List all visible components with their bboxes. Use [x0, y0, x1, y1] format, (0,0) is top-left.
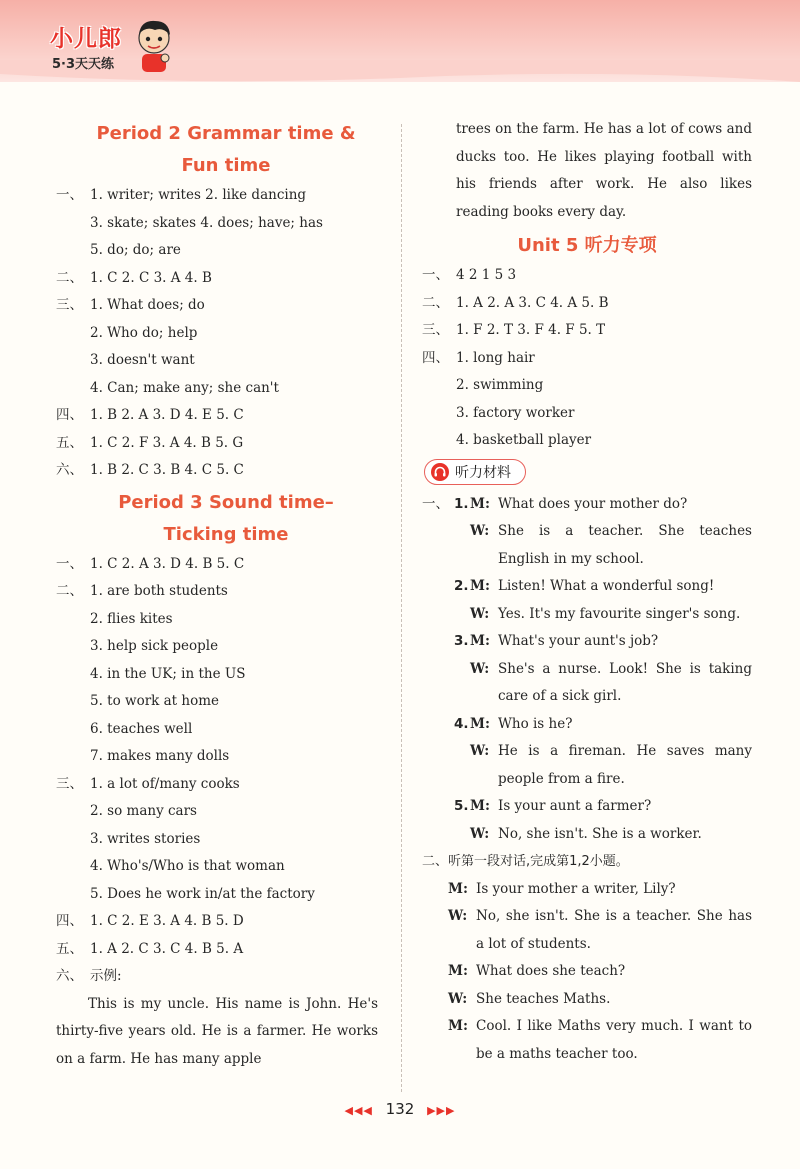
question-label: 三、: [56, 297, 83, 313]
dialog-text: What does your mother do?: [498, 495, 688, 512]
answer-text: 6. teaches well: [90, 720, 193, 737]
answer-line: [56, 457, 396, 485]
dialog-line: [422, 958, 752, 986]
unit5-answers: [422, 262, 752, 455]
answer-text: 3. writes stories: [90, 830, 201, 847]
dialog-line: [422, 876, 752, 904]
answer-text: 5. do; do; are: [90, 242, 181, 258]
answer-text: 2. flies kites: [90, 610, 173, 627]
answer-line: [422, 290, 752, 318]
question-label: 四、: [422, 349, 449, 366]
right-arrows-icon: ▶▶▶: [427, 1104, 456, 1117]
answer-text: 1. C 2. A 3. D 4. B 5. C: [90, 555, 245, 572]
speaker-label: M:: [470, 715, 490, 732]
dialog-line: [422, 656, 752, 711]
question-label: 一、: [56, 555, 83, 572]
dialog-text: Is your mother a writer, Lily?: [476, 880, 676, 897]
answer-line: [56, 826, 396, 854]
dialog-prefix: [422, 738, 470, 793]
right-column: [422, 118, 752, 1068]
listening-dialogs-part1: [422, 491, 752, 849]
answer-line: [56, 578, 396, 606]
question-label: 二、: [422, 294, 449, 311]
answer-line: [56, 661, 396, 689]
dialog-line: [422, 601, 752, 629]
dialog-line: [422, 903, 752, 958]
dialog-line: [422, 821, 752, 849]
speaker-label: W:: [470, 743, 490, 759]
answer-line: [56, 688, 396, 716]
answer-text: 1. B 2. C 3. B 4. C 5. C: [90, 462, 244, 478]
answer-text: 1. B 2. A 3. D 4. E 5. C: [90, 407, 244, 423]
answer-text: 3. doesn't want: [90, 352, 195, 368]
answer-line: [56, 798, 396, 826]
period2-title-line1: Period 2 Grammar time &: [96, 123, 356, 144]
speaker-label: M:: [448, 880, 468, 897]
speaker-label: M:: [448, 1018, 468, 1034]
left-arrows-icon: ◀◀◀: [344, 1104, 373, 1117]
question-label: 四、: [56, 407, 83, 423]
page-footer: [0, 1100, 800, 1118]
dialog-prefix: [422, 903, 448, 958]
part2-instruction: 二、听第一段对话,完成第1,2小题。: [422, 854, 629, 869]
answer-line: [56, 402, 396, 430]
answer-line: [56, 881, 396, 909]
period2-answers: [56, 182, 396, 485]
answer-line: [422, 372, 752, 400]
dialog-line: [422, 628, 752, 656]
speaker-label: W:: [470, 825, 490, 842]
answer-line: [56, 182, 396, 210]
speaker-label: M:: [470, 633, 490, 649]
dialog-text: Cool. I like Maths very much. I want to be a maths teacher too.: [476, 1018, 752, 1062]
dialog-prefix: 2.: [454, 578, 469, 594]
answer-line: [56, 375, 396, 403]
dialog-text: She teaches Maths.: [476, 990, 611, 1007]
dialog-line: [422, 518, 752, 573]
answer-text: 1. C 2. E 3. A 4. B 5. D: [90, 913, 244, 929]
dialog-text: Listen! What a wonderful song!: [498, 578, 715, 594]
question-label: 二、: [56, 583, 83, 599]
period3-title-line1: Period 3 Sound time–: [118, 491, 334, 513]
answer-text: 1. long hair: [456, 349, 535, 366]
answer-line: [422, 317, 752, 345]
speaker-label: W:: [448, 908, 468, 924]
question-label: 五、: [56, 434, 83, 451]
answer-line: [56, 936, 396, 964]
answer-text: 4. basketball player: [456, 432, 592, 448]
speaker-label: M:: [470, 798, 490, 814]
answer-text: 1. writer; writes 2. like dancing: [90, 187, 307, 203]
answer-line: [56, 716, 396, 744]
column-divider: [401, 124, 402, 1092]
speaker-label: W:: [470, 523, 490, 539]
dialog-text: What does she teach?: [476, 963, 626, 979]
answer-text: 5. Does he work in/at the factory: [90, 885, 315, 902]
answer-line: [422, 345, 752, 373]
answer-line: [56, 743, 396, 771]
answer-text: 2. Who do; help: [90, 324, 198, 341]
dialog-text: What's your aunt's job?: [498, 633, 659, 649]
dialog-text: No, she isn't. She is a worker.: [498, 825, 702, 842]
answer-text: 1. A 2. A 3. C 4. A 5. B: [456, 294, 609, 311]
listening-dialogs-part2: [422, 876, 752, 1069]
question-label: 六、: [56, 462, 83, 478]
answer-text: 1. What does; do: [90, 297, 205, 313]
dialog-prefix: [422, 986, 448, 1014]
answer-line: [56, 237, 396, 265]
answer-text: 1. C 2. F 3. A 4. B 5. G: [90, 434, 244, 451]
answer-text: 1. are both students: [90, 583, 228, 599]
answer-line: [56, 292, 396, 320]
listening-material-tag: [424, 459, 526, 485]
mascot-boy-icon: [133, 18, 175, 74]
banner-wave-decoration: [0, 60, 800, 100]
dialog-line: [422, 738, 752, 793]
answer-line: [56, 265, 396, 293]
question-label: 四、: [56, 913, 83, 929]
speaker-label: W:: [470, 605, 490, 622]
dialog-text: Who is he?: [498, 715, 573, 732]
answer-line: [56, 963, 396, 991]
answer-line: [56, 551, 396, 579]
brand-subtitle: 5·3天天练: [52, 57, 115, 72]
dialog-line: [422, 1013, 752, 1068]
answer-line: [422, 400, 752, 428]
dialog-prefix: [422, 518, 470, 573]
brand-logo: 小儿郎: [50, 26, 122, 52]
dialog-line: [422, 573, 752, 601]
dialog-prefix: [422, 1013, 448, 1068]
unit5-title: Unit 5 听力专项: [517, 235, 657, 256]
period3-answers: [56, 551, 396, 991]
answer-text: 4. in the UK; in the US: [90, 665, 246, 682]
question-label: 三、: [56, 775, 83, 792]
answer-line: [56, 347, 396, 375]
listening-material-label: 听力材料: [455, 464, 511, 481]
speaker-label: W:: [470, 660, 490, 677]
speaker-label: M:: [470, 495, 490, 512]
dialog-text: She is a teacher. She teaches English in my school.: [498, 523, 752, 567]
period2-title-line2: Fun time: [181, 155, 271, 176]
question-label: 五、: [56, 940, 83, 957]
dialog-text: No, she isn't. She is a teacher. She has a lot of students.: [476, 908, 752, 952]
dialog-prefix: [422, 601, 470, 629]
answer-text: 2. swimming: [456, 377, 544, 393]
essay-paragraph: This is my uncle. His name is John. He's thirty-five years old. He is a farmer. He works on a farm. He has many apple: [56, 995, 378, 1067]
answer-text: 1. A 2. C 3. C 4. B 5. A: [90, 940, 244, 957]
page-number: 132: [385, 1100, 415, 1118]
dialog-prefix: 3.: [454, 633, 469, 649]
answer-text: 1. F 2. T 3. F 4. F 5. T: [456, 322, 606, 338]
question-label: 六、: [56, 968, 83, 984]
answer-text: 3. factory worker: [456, 404, 575, 421]
answer-text: 4. Can; make any; she can't: [90, 379, 279, 396]
answer-text: 5. to work at home: [90, 693, 220, 709]
speaker-label: M:: [470, 578, 490, 594]
headphones-icon: [431, 463, 449, 481]
dialog-prefix: [422, 821, 470, 849]
dialog-prefix: [422, 656, 470, 711]
question-label: 一、: [422, 267, 449, 283]
answer-line: [422, 427, 752, 455]
speaker-label: M:: [448, 963, 468, 979]
speaker-label: W:: [448, 990, 468, 1007]
answer-line: [56, 210, 396, 238]
dialog-line: [422, 491, 752, 519]
answer-text: 7. makes many dolls: [90, 748, 230, 764]
answer-line: [56, 908, 396, 936]
answer-text: 3. help sick people: [90, 638, 219, 654]
dialog-text: She's a nurse. Look! She is taking care of a sick girl.: [498, 660, 752, 704]
answer-text: 1. C 2. C 3. A 4. B: [90, 269, 212, 286]
dialog-prefix: [422, 958, 448, 986]
question-label: 一、: [56, 187, 83, 203]
answer-text: 2. so many cars: [90, 803, 197, 819]
answer-line: [56, 633, 396, 661]
left-column: [56, 118, 396, 1073]
dialog-prefix: 4.: [454, 715, 469, 732]
answer-line: [56, 853, 396, 881]
answer-text: 4 2 1 5 3: [456, 267, 517, 283]
dialog-line: [422, 986, 752, 1014]
answer-text: 4. Who's/Who is that woman: [90, 858, 285, 874]
dialog-text: Yes. It's my favourite singer's song.: [498, 605, 741, 622]
question-label: 二、: [56, 269, 83, 286]
question-label: 三、: [422, 322, 449, 338]
answer-line: [56, 430, 396, 458]
answer-text: 示例:: [90, 968, 122, 984]
dialog-line: [422, 711, 752, 739]
essay-paragraph-continued: trees on the farm. He has a lot of cows and ducks too. He likes playing football with his friends after work. He also likes reading books every day.: [456, 121, 752, 220]
answer-line: [56, 606, 396, 634]
answer-text: 3. skate; skates 4. does; have; has: [90, 214, 323, 231]
answer-line: [422, 262, 752, 290]
dialog-prefix: [422, 876, 448, 904]
dialog-text: He is a fireman. He saves many people from a fire.: [498, 743, 752, 787]
period3-title-line2: Ticking time: [163, 523, 289, 545]
dialog-text: Is your aunt a farmer?: [498, 798, 652, 814]
dialog-prefix: 一、 1.: [422, 495, 469, 512]
answer-line: [56, 771, 396, 799]
dialog-line: [422, 793, 752, 821]
answer-text: 1. a lot of/many cooks: [90, 775, 240, 792]
answer-line: [56, 320, 396, 348]
dialog-prefix: 5.: [454, 798, 469, 814]
